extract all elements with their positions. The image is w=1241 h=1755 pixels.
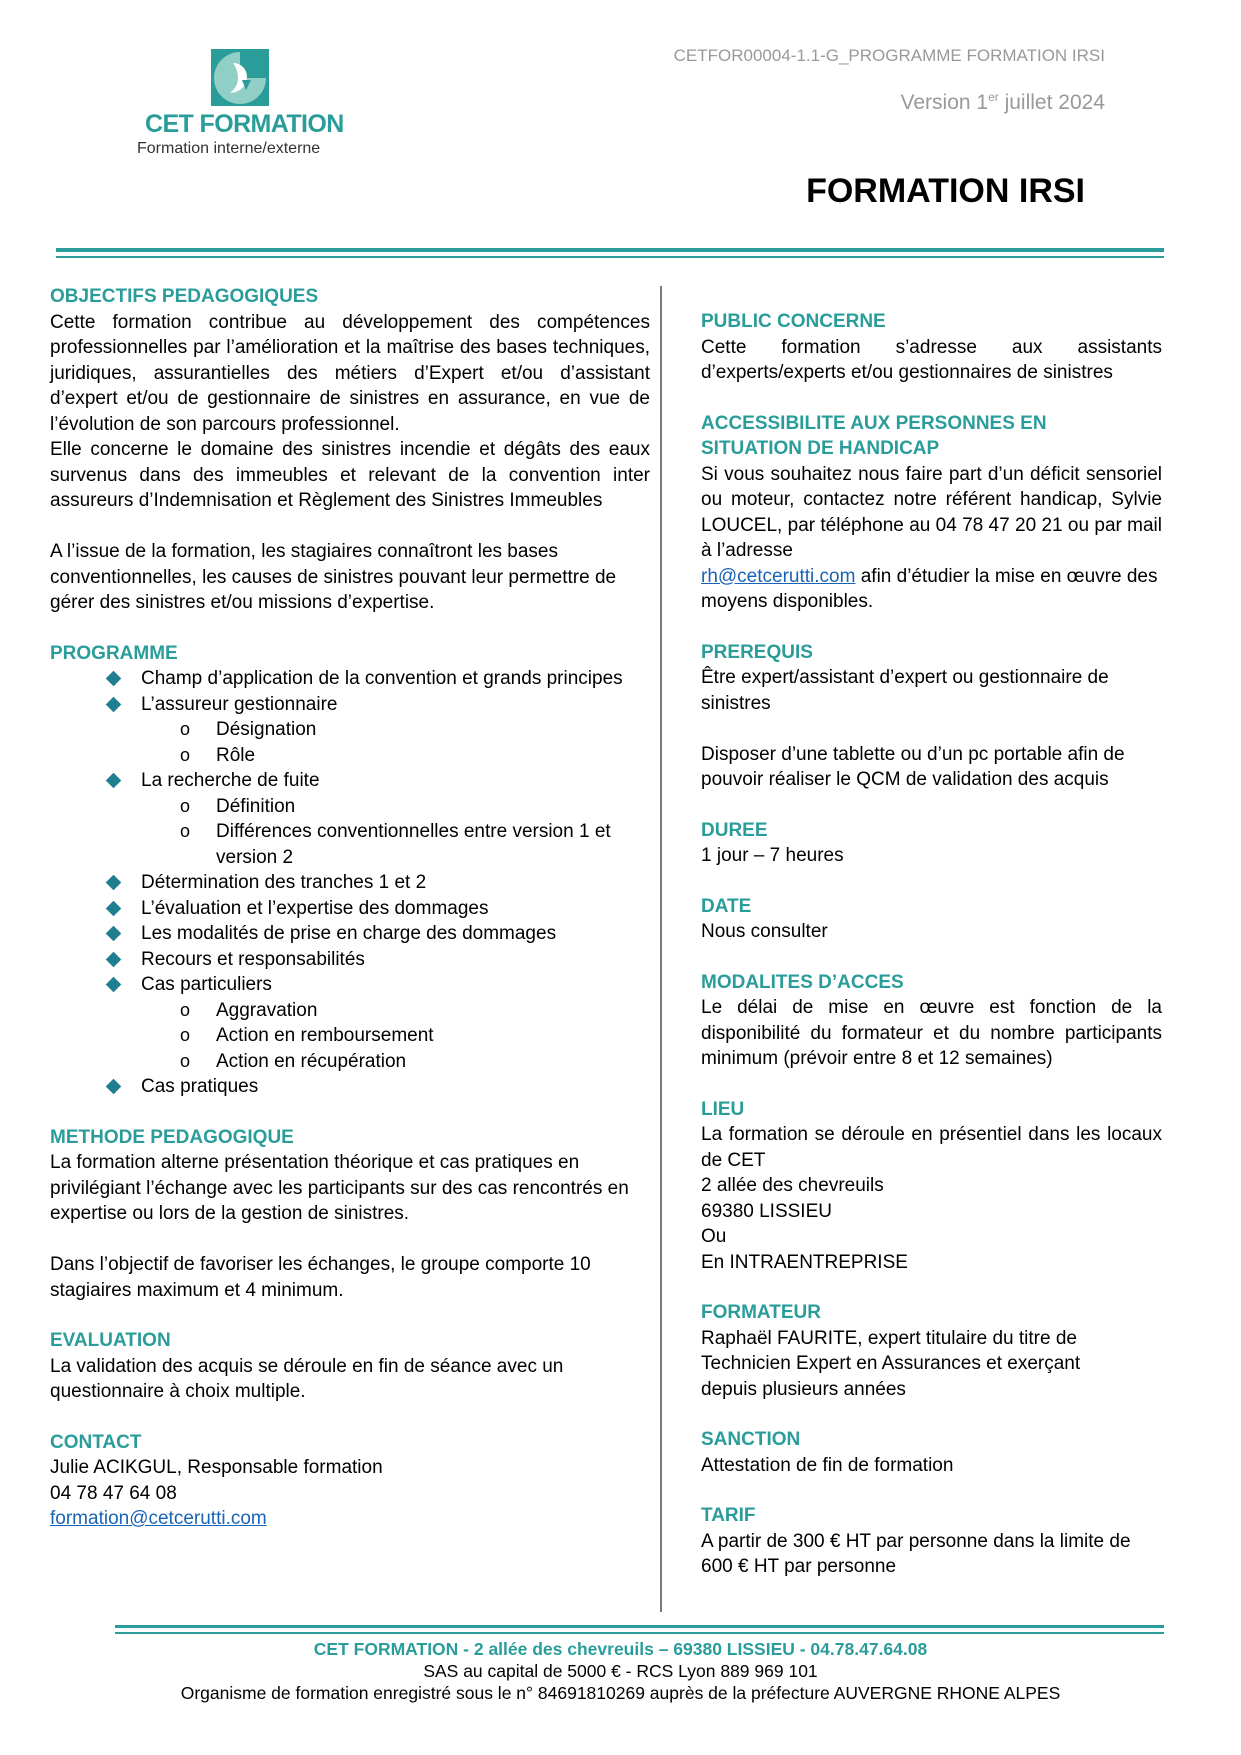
list-item [50, 768, 650, 870]
circle-bullet-icon: o [180, 1050, 191, 1071]
list-item-label: L’évaluation et l’expertise des dommages [141, 897, 489, 919]
footer-company-line: CET FORMATION - 2 allée des chevreuils – 69380 LISSIEU - 04.78.47.64.08 [313, 1639, 928, 1659]
list-item-label: Cas particuliers [141, 974, 272, 995]
document-code: CETFOR00004-1.1-G_PROGRAMME FORMATION IRSI [673, 46, 1105, 65]
list-item [50, 870, 650, 896]
paragraph: La formation alterne présentation théorique et cas pratiques en privilégiant l’échange avec les participants sur des cas rencontrés en expertise ou lors de la gestion de sinistres. [50, 1152, 629, 1224]
paragraph: Dans l’objectif de favoriser les échanges, le groupe comporte 10 stagiaires maximum et 4 minimum. [50, 1254, 591, 1301]
section-title: EVALUATION [50, 1330, 171, 1351]
circle-bullet-icon: o [180, 719, 191, 739]
paragraph: A partir de 300 € HT par personne dans la limite de 600 € HT par personne [701, 1530, 1131, 1577]
section-objectifs [50, 284, 650, 616]
section-title: OBJECTIFS PEDAGOGIQUES [50, 286, 319, 307]
address-line: 69380 LISSIEU [701, 1200, 832, 1222]
sub-item-label: Désignation [216, 719, 317, 740]
page-title: FORMATION IRSI [806, 172, 1085, 210]
circle-bullet-icon: o [180, 1025, 191, 1045]
left-column [50, 284, 650, 1557]
section-sanction [701, 1427, 1162, 1478]
sub-item-label: Rôle [216, 744, 256, 766]
section-title: PREREQUIS [701, 641, 813, 663]
section-title-line: SITUATION DE HANDICAP [701, 438, 940, 459]
paragraph: Attestation de fin de formation [701, 1454, 954, 1476]
sub-list-item [50, 794, 650, 820]
circle-bullet-icon: o [180, 821, 191, 841]
contact-email-link[interactable]: formation@cetcerutti.com [50, 1508, 267, 1529]
address-line: En INTRAENTREPRISE [701, 1251, 908, 1273]
paragraph: Cette formation contribue au développement des compétences professionnelles par l’amélioration et la maîtrise des bases techniques, juridiques, assurantielles des métiers d’Expert et/ou d’assistant d’expert et/ou de gestionnaire de sinistres en assurance, en vue de l’évolution de son parcours professionnel. [50, 311, 650, 435]
section-title: FORMATEUR [701, 1302, 821, 1323]
handicap-email-link[interactable]: rh@cetcerutti.com [701, 565, 856, 587]
header-rule-bottom [56, 256, 1164, 258]
document-version [901, 90, 1105, 115]
section-title: PUBLIC CONCERNE [701, 311, 886, 332]
section-title: DUREE [701, 819, 768, 841]
right-column [701, 309, 1162, 1605]
list-item [50, 947, 650, 973]
diamond-bullet-icon [106, 977, 122, 993]
column-divider [660, 286, 662, 1612]
version-superscript: er [988, 90, 999, 104]
list-item-label: Détermination des tranches 1 et 2 [141, 872, 427, 893]
circle-bullet-icon: o [180, 999, 191, 1020]
list-item [50, 972, 650, 1074]
list-item [50, 692, 650, 769]
sub-item-label: Aggravation [216, 999, 318, 1021]
list-item-label: Recours et responsabilités [141, 948, 365, 970]
sub-list [141, 998, 650, 1075]
section-date [701, 894, 1162, 945]
diamond-bullet-icon [106, 1079, 122, 1095]
paragraph [701, 564, 1162, 615]
diamond-bullet-icon [106, 900, 122, 916]
paragraph: Raphaël FAURITE, expert titulaire du titre de Technicien Expert en Assurances et exerçant depuis plusieurs années [701, 1327, 1081, 1400]
circle-bullet-icon: o [180, 795, 191, 816]
logo-subtitle: Formation interne/externe [137, 140, 321, 157]
section-programme [50, 641, 650, 1100]
sub-list-item [50, 717, 650, 743]
contact-phone: 04 78 47 64 08 [50, 1482, 177, 1504]
sub-item-label: Définition [216, 795, 296, 817]
section-public [701, 309, 1162, 386]
section-title: DATE [701, 895, 752, 917]
version-prefix: Version 1 [900, 91, 989, 114]
paragraph: La validation des acquis se déroule en fin de séance avec un questionnaire à choix multiple. [50, 1355, 564, 1402]
sub-list-item [50, 819, 650, 870]
section-title [701, 411, 1162, 462]
section-title-line: ACCESSIBILITE AUX PERSONNES EN [701, 412, 1047, 434]
logo-mark-icon [211, 49, 269, 106]
address-line: Ou [701, 1226, 727, 1247]
diamond-bullet-icon [106, 875, 122, 891]
paragraph: Le délai de mise en œuvre est fonction de la disponibilité du formateur et du nombre participants minimum (prévoir entre 8 et 12 semaines) [701, 997, 1162, 1069]
list-item [50, 896, 650, 922]
paragraph: Si vous souhaitez nous faire part d’un déficit sensoriel ou moteur, contactez notre référent handicap, Sylvie LOUCEL, par téléphone au 04 78 47 20 21 ou par mail à l’adresse [701, 463, 1162, 561]
list-item-label: L’assureur gestionnaire [141, 693, 338, 715]
section-duree [701, 818, 1162, 869]
sub-list-item [50, 998, 650, 1024]
version-suffix: juillet 2024 [998, 91, 1105, 114]
sub-item-label: Action en récupération [216, 1050, 407, 1072]
logo-title: CET FORMATION [145, 110, 344, 138]
paragraph: Elle concerne le domaine des sinistres incendie et dégâts des eaux survenus dans des immeubles et relevant de la convention inter assureurs d’Indemnisation et Règlement des Sinistres Immeubles [50, 439, 650, 511]
sub-list-item [50, 1023, 650, 1049]
sub-item-label: Action en remboursement [216, 1025, 434, 1046]
footer-rule-top [115, 1625, 1164, 1628]
contact-name: Julie ACIKGUL, Responsable formation [50, 1457, 383, 1478]
list-item-label: Champ d’application de la convention et grands principes [141, 668, 623, 689]
list-item [50, 1074, 650, 1100]
paragraph-end: afin d’étudier la mise en œuvre des moyens disponibles. [701, 565, 1158, 612]
section-title: TARIF [701, 1505, 756, 1526]
header-rule-top [56, 248, 1164, 252]
list-item [50, 666, 650, 692]
diamond-bullet-icon [106, 773, 122, 789]
sub-list-item [50, 743, 650, 769]
sub-list [141, 717, 650, 768]
section-title: PROGRAMME [50, 642, 178, 664]
diamond-bullet-icon [106, 951, 122, 967]
section-title: MODALITES D’ACCES [701, 971, 904, 993]
section-title: LIEU [701, 1098, 745, 1120]
section-accessibilite [701, 411, 1162, 615]
paragraph: Être expert/assistant d’expert ou gestionnaire de sinistres [701, 667, 1109, 714]
section-title: SANCTION [701, 1429, 801, 1450]
footer-registration-line: Organisme de formation enregistré sous le n° 84691810269 auprès de la préfecture AUVERGNE RHONE ALPES [180, 1683, 1061, 1703]
company-logo [133, 46, 348, 158]
footer-legal-line: SAS au capital de 5000 € - RCS Lyon 889 969 101 [423, 1661, 818, 1681]
section-formateur [701, 1300, 1162, 1402]
programme-list [50, 666, 650, 1100]
section-modalites [701, 970, 1162, 1072]
diamond-bullet-icon [106, 926, 122, 942]
address-line: 2 allée des chevreuils [701, 1175, 884, 1196]
paragraph: La formation se déroule en présentiel dans les locaux de CET [701, 1124, 1162, 1171]
section-prerequis [701, 640, 1162, 793]
list-item-label: Cas pratiques [141, 1076, 259, 1097]
section-title: CONTACT [50, 1431, 142, 1453]
section-tarif [701, 1503, 1162, 1580]
list-item [50, 921, 650, 947]
list-item-label: Les modalités de prise en charge des dommages [141, 923, 557, 944]
diamond-bullet-icon [106, 671, 122, 687]
list-item-label: La recherche de fuite [141, 770, 320, 791]
paragraph: 1 jour – 7 heures [701, 845, 844, 866]
section-title: METHODE PEDAGOGIQUE [50, 1126, 294, 1148]
paragraph: Cette formation s’adresse aux assistants d’experts/experts et/ou gestionnaires de sinistres [701, 336, 1162, 383]
circle-bullet-icon: o [180, 744, 191, 765]
section-evaluation [50, 1328, 650, 1405]
footer-rule-bottom [115, 1632, 1164, 1634]
diamond-bullet-icon [106, 696, 122, 712]
sub-item-label: Différences conventionnelles entre version 1 et version 2 [216, 821, 611, 868]
sub-list-item [50, 1049, 650, 1075]
section-methode [50, 1125, 650, 1304]
paragraph: A l’issue de la formation, les stagiaires connaîtront les bases conventionnelles, les causes de sinistres pouvant leur permettre de gérer des sinistres et/ou missions d’expertise. [50, 541, 617, 613]
section-contact [50, 1430, 650, 1532]
footer [0, 1638, 1241, 1704]
paragraph: Disposer d’une tablette ou d’un pc portable afin de pouvoir réaliser le QCM de validation des acquis [701, 743, 1125, 790]
section-lieu [701, 1097, 1162, 1276]
paragraph: Nous consulter [701, 921, 828, 942]
sub-list [141, 794, 650, 871]
